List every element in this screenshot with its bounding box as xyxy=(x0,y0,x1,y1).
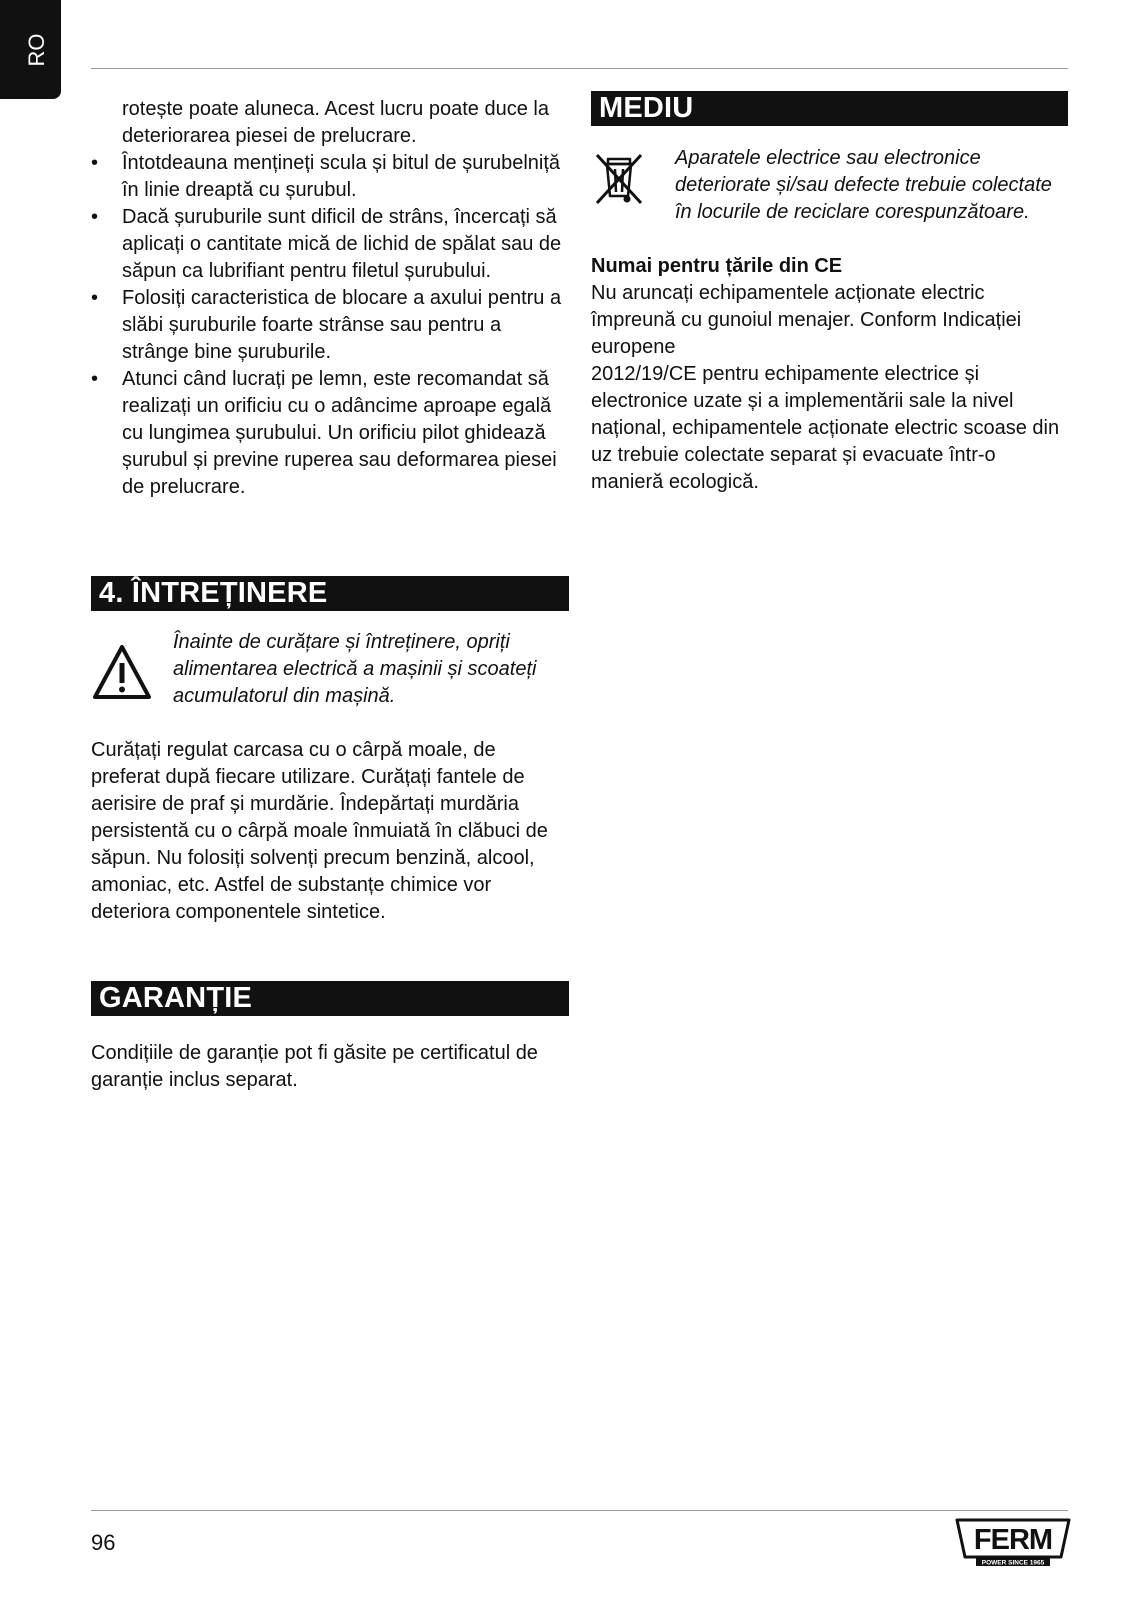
maintenance-body: Curățați regulat carcasa cu o cârpă moale, de preferat după fiecare utilizare. Curățați fantele de aerisire de praf și murdărie. Îndepărtați murdăria persistentă cu o cârpă moale înmuiată în clăbuci de săpun. Nu folosiți solvenți precum benzină, alcool, amoniac, etc. Astfel de substanțe chimice vor deteriora componentele sintetice. xyxy=(91,739,548,923)
instruction-list xyxy=(91,150,571,501)
environment-note xyxy=(591,145,1068,226)
environment-heading: MEDIU xyxy=(591,91,1068,126)
svg-text:FERM: FERM xyxy=(973,1524,1053,1556)
list-item: • Atunci când lucrați pe lemn, este recomandat să realizați un orificiu cu o adâncime aproape egală cu lungimea șurubului. Un orificiu pilot ghidează șurubul și previne ruperea sau deformarea piesei de prelucrare. xyxy=(91,366,571,501)
eu-body-directive: 2012/19/CE pentru echipamente electrice și electronice uzate și a implementării sale la nivel național, echipamentele acționate electric scoase din uz trebuie colectate separat și evacuate într-o manieră ecologică. xyxy=(591,363,1060,493)
list-item: • Dacă șuruburile sunt dificil de strâns, încercați să aplicați o cantitate mică de lichid de spălat sau de săpun ca lubrifiant pentru filetul șurubului. xyxy=(91,204,571,285)
continued-text: rotește poate aluneca. Acest lucru poate duce la deteriorarea piesei de prelucrare. xyxy=(122,98,549,147)
maintenance-section xyxy=(91,576,569,926)
left-column xyxy=(91,96,571,501)
warranty-body: Condițiile de garanție pot fi găsite pe certificatul de garanție inclus separat. xyxy=(91,1042,538,1091)
eu-title: Numai pentru țările din CE xyxy=(591,255,843,277)
warranty-section xyxy=(91,981,569,1094)
language-tab xyxy=(0,0,61,99)
eu-body: Nu aruncați echipamentele acționate electric împreună cu gunoiul menajer. Conform Indicației europene xyxy=(591,282,1022,358)
ferm-logo xyxy=(954,1517,1072,1572)
footer-rule xyxy=(91,1510,1068,1511)
page-number: 96 xyxy=(91,1530,116,1555)
list-item: • Întotdeauna mențineți scula și bitul de șurubelniță în linie dreaptă cu șurubul. xyxy=(91,150,571,204)
warranty-heading: GARANȚIE xyxy=(91,981,569,1016)
warning-text: Înainte de curățare și întreținere, opriți alimentarea electrică a mașinii și scoateți acumulatorul din mașină. xyxy=(173,631,537,707)
header-rule xyxy=(91,68,1068,69)
list-item: • Folosiți caracteristica de blocare a axului pentru a slăbi șuruburile foarte strânse sau pentru a strânge bine șuruburile. xyxy=(91,285,571,366)
language-code: RO xyxy=(24,33,49,67)
crossed-out-bin-icon xyxy=(591,151,675,215)
svg-text:POWER SINCE 1965: POWER SINCE 1965 xyxy=(981,1559,1045,1567)
recycling-note: Aparatele electrice sau electronice deteriorate și/sau defecte trebuie colectate în locurile de reciclare corespunzătoare. xyxy=(675,147,1052,223)
maintenance-warning xyxy=(91,629,569,710)
warning-triangle-icon xyxy=(91,643,173,706)
environment-section xyxy=(591,91,1068,496)
maintenance-heading: 4. ÎNTREȚINERE xyxy=(91,576,569,611)
